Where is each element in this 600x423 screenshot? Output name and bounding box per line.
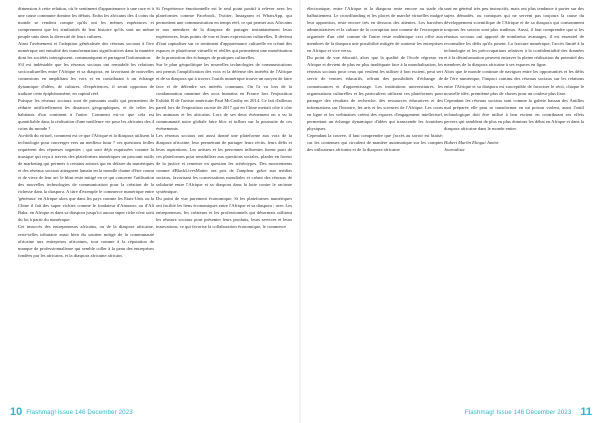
paragraph: Cet insuccès des entrepreneurs africains, ou de la diaspora africaine, reste-telles tributaire aussi bien du soutien mitigé de la communauté africaine aux entreprises africaines, tout comme à la réputation de manque de professionnalisme qui semble coller à la peau des entreprises fondées par les africains, et la diaspora africaine africain. bbox=[18, 224, 154, 258]
paragraph: Les réseaux sociaux ont aussi donné une plateforme aux voix de la diaspora africaine, leur permettant de partager leurs récits, leurs défis et leurs aspirations. Les artistes et les personnes influentes furent parti de ces plateformes pour sensibiliser aux questions sociales, plaider en faveur de la justice et remettre en question les stéréotypes. Des mouvements comme #BlackLivesMatter ont pris de l'ampleur grâce aux médias sociaux, favorisant les conversations mondiales et créant des réseaux de solidarité entre l'Afrique et sa diaspora dans la lutte contre le racisme systémique. bbox=[156, 132, 292, 195]
paragraph: Cependant les réseaux sociaux sont comme la galette bassan des Antilles mal préparée elle peut se transformer en un poison violent, aussi l'outil technologique doit être utilisé à bon escient en contribuant ses effets pervers qui semblent de plus en plus dominer les débat en Afrique et dans la diaspora africaine dans le monde entier. bbox=[444, 97, 584, 131]
page-gutter bbox=[299, 0, 301, 423]
page-number-right: 11 bbox=[580, 406, 592, 418]
paragraph: Au-delà du virtuel, comment est ce que l'Afrique et la diaspora utilisent la technologie pour converger vers un meilleur futur ? ces questions feilles requièrent des réponses urgentes ; qui sont déjà esquissées comme la musique qui reçu à travers des plateformes numériques un prisount outils de marketing qui permets à certains artistes qui en défaire du numériques et des réseaux sociaux atteignent lamain en la mondle chaine d'être connu et de vivre de leur art. le blint reste mitigé en ce qui concerne l'utilisation des nouvelles technologies de communication pour la création de la richesse dans la diaspora. A titre d'exemple le commerce numérique entre 'généraux' en Afrique alors que dans les pays comme les Etats-Unis ou la Chine il fait des super vichies comme le fondateur d'Amazon, ou d'Ali Baba. en Afrique et dans sa diaspora jusqu'ici aucun super riche n'est sorti du lot à partir du numérique. bbox=[18, 132, 154, 223]
paragraph: Du point de vue purement économique, Si les plateformes numériques ont facilité les liens économiques entre l'Afrique et sa diaspora ; avec Les entrepreneurs, les créateurs et les professionnels qui désormais utilisent les réseaux sociaux pour présenter leurs produits, leurs services et leurs innovations, ce qui favorise la collaboration économique, le commerce bbox=[156, 196, 292, 230]
paragraph: Sur le plan géopolitique les nouvelles technologies de communications ont permis l'amplification des voix et la défense des intérêts de l'Afrique et de sa diaspora qui à travers l'outils numérique trouve un moyen de faire face et de défendre ses intérêts communs. On l'a vu lors de la condamnation unanime des zoos humains en France lors l'exposition Exhibit B de l'artiste américain Paul McCarthy en 2014. Ce fait d'ailleurs pareil lors de l'exposition raciste de 2017 qui en Chine mettait côte à côte les animaux et les africains. Lors de ses deux événement on a vu la communauté noire globale faire bloc et influer sur la poursuite de ces événements. bbox=[156, 62, 292, 131]
paragraph: Du point de vue éducatif, alors que la qualité de l'école régresse en Afrique et devient de plus en plus inadéquate face à la mondialisation, les réseaux sociaux pour ceux qui veulent les utiliser à bon escient, peut sert servir de centres éducatifs, offrant des possibilités d'échange de connaissances et d'apprentissage. Les institutions universitaires, les organisations culturelles et les particuliers utilisent ces plateformes pour partager des résultats de recherche, des ressources éducatives et des informations sur l'histoire, les arts et les sciences de l'Afrique. Les cours en ligne et les webinaires créent des espaces d'engagement intellectuel, permettant un échange dynamique d'idées qui transcende les frontières physiques. bbox=[307, 55, 443, 131]
paragraph: dimension à cette relation, où le sentiment d'appartenance à une race et à une cause commune domine les débats. Enfin les africains des 4 coins du monde se rendent compte qu'ils ont les mêmes espérances et comprennent que les similarités de leur histoire qu'ils sont un même peuple unis dans la diversité de leurs cultures. bbox=[18, 6, 154, 40]
paragraph: Puisque les réseaux sociaux sont de puissants outils qui permettent de réduire artificiellement les distances géographiques, et de relier les habitants d'un continent à l'autre. Comment est-ce que cela est quantifiable dans la réalisation d'une meilleure vie pour les africains des 4 coins du monde ? bbox=[18, 97, 154, 131]
article-column-4 bbox=[444, 5, 584, 405]
article-column-3 bbox=[307, 5, 443, 405]
page-number-left: 10 bbox=[10, 406, 23, 418]
author-role: Journaliste bbox=[444, 146, 465, 152]
author-signature bbox=[444, 139, 584, 153]
paragraph: électronique, entre l'Afrique et la diaspora reste encore au stade du balbutiement. Le crowdfunding et les places de marché virtuelles malgré leur apparition, reste encore très en dessous des attentes. Les barrières administratives et la culture de la corruption tout comme de l'escroquerie organisée d'un côté comme de l'autre reste endémique ceci offre aux membres de la diaspora une possibilité mitigée de soutenir les entreprises en Afrique et vice versa. bbox=[307, 6, 443, 54]
paragraph: sont en général très peu instructifs, mais ont plus tendance à porter sur des sujets démodés, ou comiques qui ne servent pas toujours la cause du développement scientifique de l'Afrique et de sa diaspora qui consomment toujours les savoirs sont plus studieux. Aussi, il faut comprendre que si les réseaux sociaux ont apporté de nombreux avantages, il est essentiel de reconnaître les défis qu'ils posent. La fracture numérique, l'accès limité à la technologie et les préoccupations relatives à la confidentialité des données et à la désinformation peuvent entraver la pleine réalisation du potentiel des membres de la diaspora africaine à ses espaces en ligne. bbox=[444, 6, 584, 68]
author-name: Hubert Marlin Elingui Junior bbox=[444, 139, 499, 145]
footer-left bbox=[10, 405, 133, 419]
issue-label-left: Flashmag! Issue 146 December 2023 bbox=[26, 408, 133, 416]
paragraph: S'il est indéniable que les réseaux sociaux ont remodelé les relations socioculturelles entre l'Afrique et sa diaspora, en favorisant de nouvelles connexions en amplifiant les voix et en contribuant à un échange dynamique d'idées, de cultures, d'expériences, il serait opportun de traduire cette épiphénomène, en capital réel. bbox=[18, 62, 154, 96]
issue-label-right: Flashmag! Issue 146 December 2023 bbox=[464, 408, 572, 416]
paragraph: Cependant la couvee, il faut comprendre que j'accès au savoir est biaisé; car les contenues qui circulent de manière automatique sur les comptes des utilisateurs africains et de la diaspora africaine bbox=[307, 132, 443, 152]
paragraph: Alors que le monde continue de naviguer entre les opportunités et les défis de l'ère numérique, l'impact continu des réseaux sociaux sur les relations entre l'Afrique et sa diaspora est susceptible de favoriser le récit, chaque le nouvelle idée, premième plus de choses pour un couleur plus lisse. bbox=[444, 69, 584, 96]
article-column-2 bbox=[156, 5, 292, 405]
footer-right bbox=[465, 405, 592, 419]
paragraph: Ainsi l'avènement et l'adoption généralisée des réseaux sociaux à l'ère numérique ont entraîné des transformations significatives dans la manière dont les sociétés interagissent, communiquent et partagent l'information. bbox=[18, 41, 154, 61]
paragraph: Si l'expérience émotionnelle est le seul point positif à relever avec les plateformes comme Facebook, Twitter, Instagram et WhatsApp, qui permettent une communication en temps réel, ce qui permet aux Africains et aux membres de la diaspora de partager instantanément leurs expériences, leurs points de vue et leurs expressions culturelles, Il devient d'faut capitaliser sur ce sentiment d'appartenance culturelle en créant des espaces et plateforme virtuelle et réelles qui permettent une monétisation de la promotion des échanges de pratiques culturelles. bbox=[156, 6, 292, 61]
article-column-1 bbox=[18, 5, 154, 405]
